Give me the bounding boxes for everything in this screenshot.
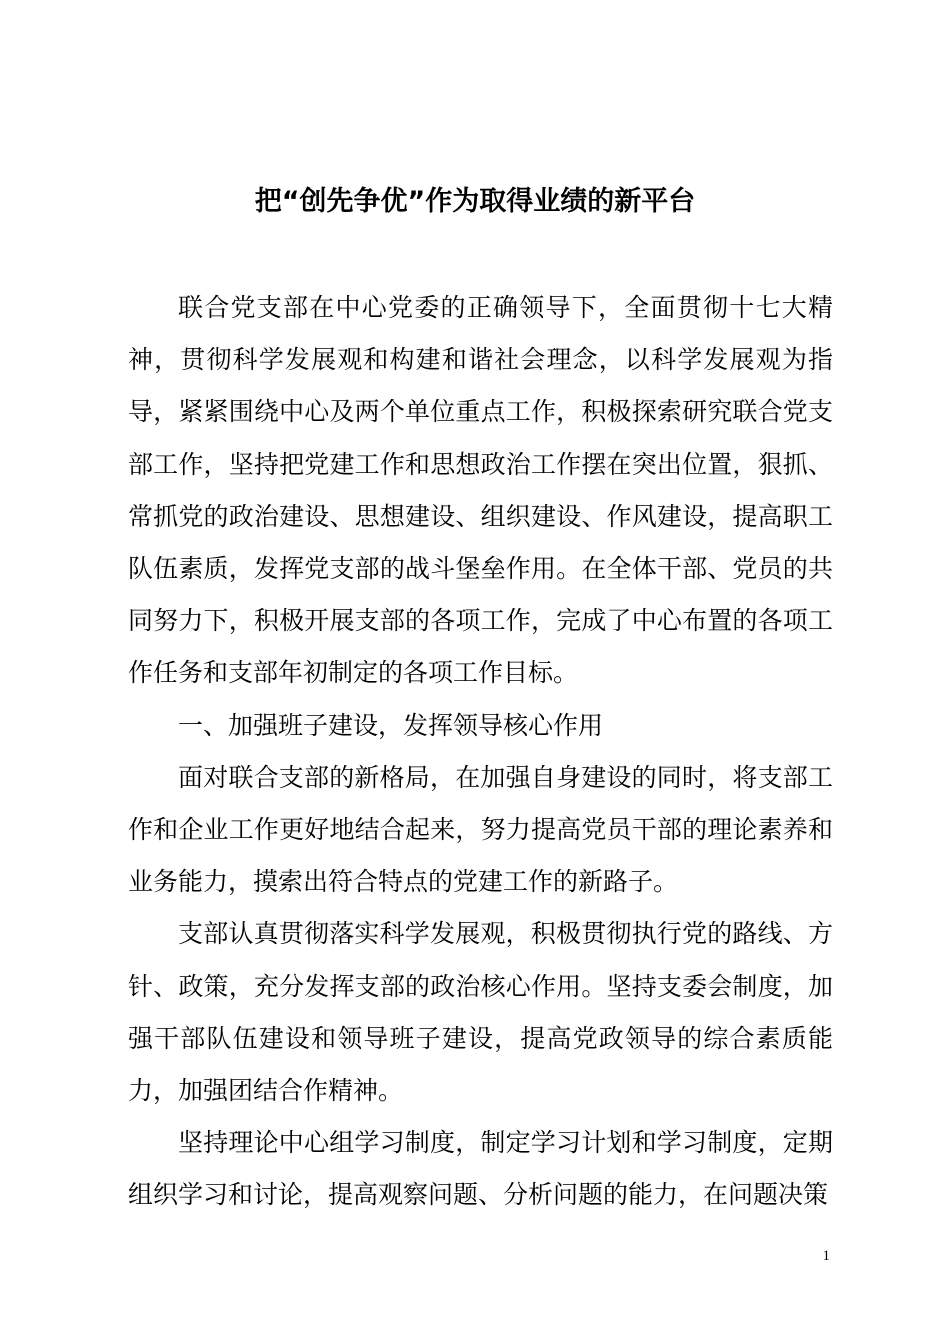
paragraph-intro: 联合党支部在中心党委的正确领导下，全面贯彻十七大精神，贯彻科学发展观和构建和谐社会理念，以科学发展观为指导，紧紧围绕中心及两个单位重点工作，积极探索研究联合党支部工作，坚持把党建工作和思想政治工作摆在突出位置，狠抓、常抓党的政治建设、思想建设、组织建设、作风建设，提高职工队伍素质，发挥党支部的战斗堡垒作用。在全体干部、党员的共同努力下，积极开展支部的各项工作，完成了中心布置的各项工作任务和支部年初制定的各项工作目标。 xyxy=(128,293,833,688)
section-heading-1: 一、加强班子建设，发挥领导核心作用 xyxy=(178,710,604,740)
paragraph-2: 支部认真贯彻落实科学发展观，积极贯彻执行党的路线、方针、政策，充分发挥支部的政治核心作用。坚持支委会制度，加强干部队伍建设和领导班子建设，提高党政领导的综合素质能力，加强团结合作精神。 xyxy=(128,919,833,1106)
paragraph-1: 面对联合支部的新格局，在加强自身建设的同时，将支部工作和企业工作更好地结合起来，努力提高党员干部的理论素养和业务能力，摸索出符合特点的党建工作的新路子。 xyxy=(128,762,833,897)
document-title: 把“创先争优”作为取得业绩的新平台 xyxy=(254,186,696,217)
paragraph-3: 坚持理论中心组学习制度，制定学习计划和学习制度，定期组织学习和讨论，提高观察问题、分析问题的能力，在问题决策 xyxy=(128,1128,833,1210)
page-number: 1 xyxy=(822,1248,830,1264)
document-body xyxy=(128,282,833,1222)
